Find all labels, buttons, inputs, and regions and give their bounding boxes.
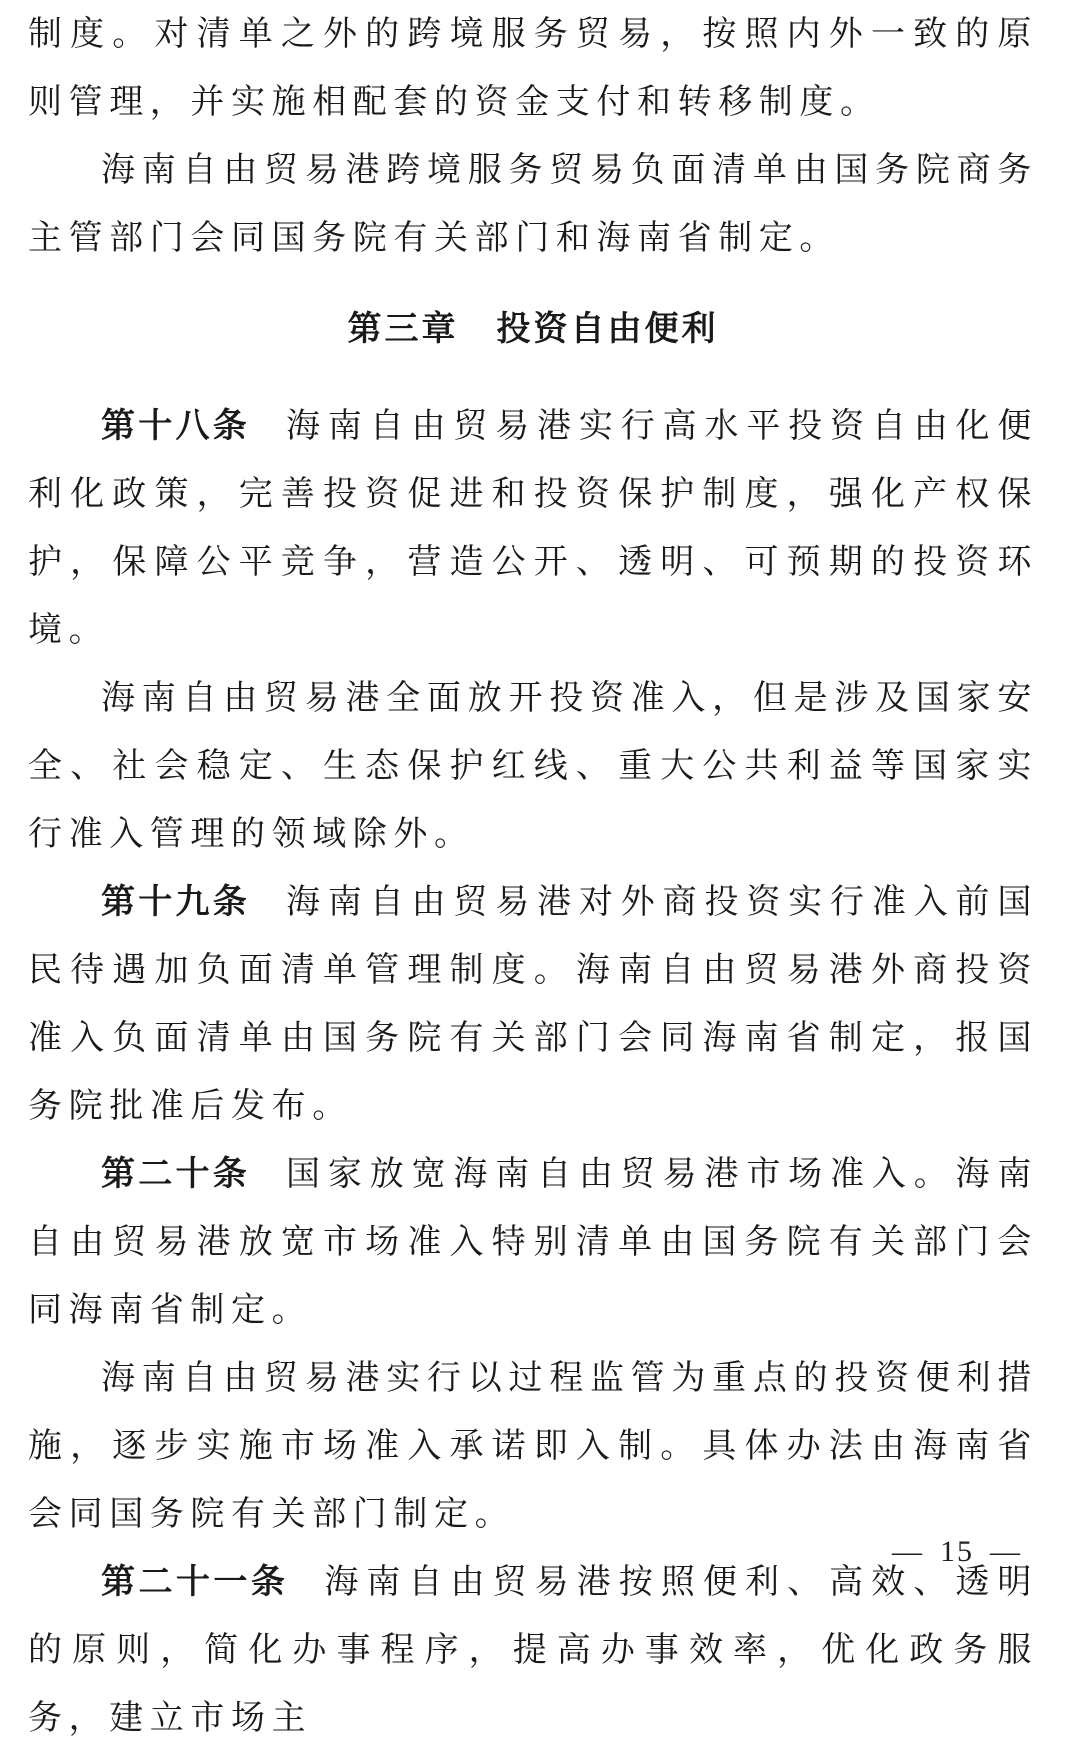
page-number: 15 — [940, 1535, 974, 1568]
article-text: 国家放宽海南自由贸易港市场准入。海南自由贸易港放宽市场准入特别清单由国务院有关部门会同海南省制定。 — [28, 1154, 1038, 1330]
document-page — [28, 0, 1039, 1738]
footer-dash-right: — — [990, 1535, 1022, 1568]
article-heading: 第十八条 — [101, 406, 250, 446]
article-text: 海南自由贸易港按照便利、高效、透明的原则，简化办事程序，提高办事效率，优化政务服务，建立市场主 — [28, 1562, 1039, 1738]
chapter-number: 第三章 — [347, 309, 459, 349]
paragraph: 海南自由贸易港实行以过程监管为重点的投资便利措施，逐步实施市场准入承诺即入制。具体办法由海南省会同国务院有关部门制定。 — [28, 1358, 1038, 1534]
article-heading: 第二十一条 — [101, 1562, 289, 1602]
article-18 — [28, 392, 1038, 664]
paragraph-continuation: 制度。对清单之外的跨境服务贸易，按照内外一致的原则管理，并实施相配套的资金支付和转移制度。 — [28, 14, 1038, 122]
article-20 — [28, 1140, 1038, 1344]
article-text: 海南自由贸易港对外商投资实行准入前国民待遇加负面清单管理制度。海南自由贸易港外商投资准入负面清单由国务院有关部门会同海南省制定，报国务院批准后发布。 — [28, 882, 1038, 1126]
page-footer — [876, 1532, 1038, 1572]
chapter-title: 投资自由便利 — [496, 309, 719, 349]
paragraph: 海南自由贸易港跨境服务贸易负面清单由国务院商务主管部门会同国务院有关部门和海南省制定。 — [28, 150, 1038, 258]
paragraph: 海南自由贸易港全面放开投资准入，但是涉及国家安全、社会稳定、生态保护红线、重大公共利益等国家实行准入管理的领域除外。 — [28, 678, 1038, 854]
article-19 — [28, 868, 1038, 1140]
footer-dash-left: — — [892, 1535, 924, 1568]
article-heading: 第二十条 — [101, 1154, 250, 1194]
article-21 — [28, 1548, 1038, 1752]
chapter-heading — [28, 300, 1038, 358]
article-heading: 第十九条 — [101, 882, 250, 922]
article-text: 海南自由贸易港实行高水平投资自由化便利化政策，完善投资促进和投资保护制度，强化产权保护，保障公平竞争，营造公开、透明、可预期的投资环境。 — [28, 406, 1038, 650]
